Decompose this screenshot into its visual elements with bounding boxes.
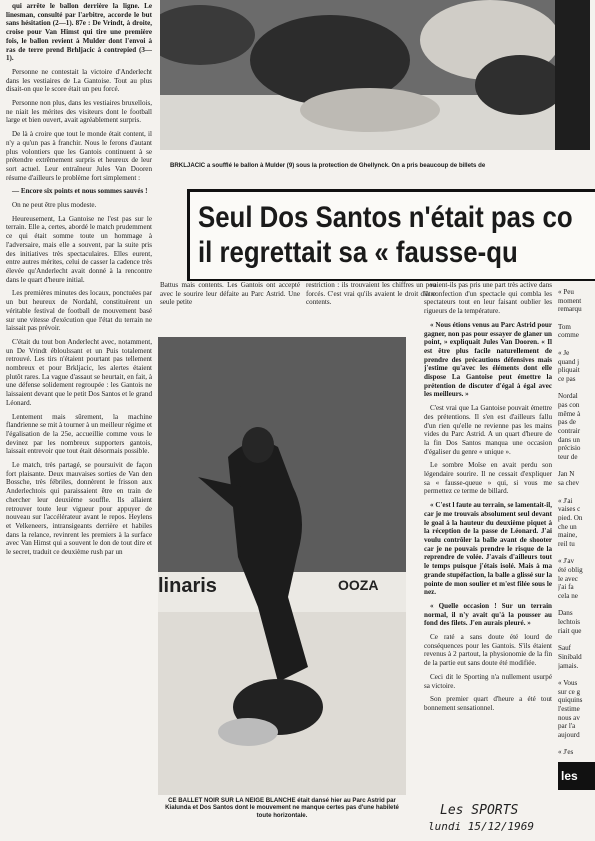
- far-right-line: Sinibald: [558, 652, 582, 661]
- far-right-line: vaises c: [558, 505, 581, 514]
- far-right-line: même à: [558, 409, 581, 418]
- far-right-line: Tom: [558, 322, 571, 331]
- far-right-line: « J'es: [558, 748, 574, 757]
- paragraph: vaient-ils pas pris une part très active dans la confection d'un spectacle qui combla les spectateurs tout en leur faisant oublier les rigueurs de la température.: [424, 281, 552, 316]
- far-right-line: pas de: [558, 418, 576, 427]
- far-right-line: comme: [558, 331, 579, 340]
- far-right-line: nous av: [558, 713, 580, 722]
- far-right-line: j'ai fa: [558, 583, 574, 592]
- headline-line-1: Seul Dos Santos n'était pas co: [198, 201, 573, 234]
- far-right-line: Nordal: [558, 392, 578, 401]
- far-right-line: [558, 462, 595, 471]
- far-right-line: ce pas: [558, 374, 576, 383]
- far-right-line: quiquins: [558, 696, 583, 705]
- far-right-line: pied. On: [558, 513, 583, 522]
- paragraph: Les premières minutes des locaux, ponctuées par un but heureux de Nordahl, constituèrent un véritable festival de football de mouvement basé sur une vitesse d'exécution que l'état du terrain ne laissait pas prévoir.: [6, 289, 152, 333]
- far-right-line: [558, 670, 595, 679]
- paragraph: Ceci dit le Sporting n'a nullement usurpé sa victoire.: [424, 672, 552, 690]
- far-right-line: « Peu: [558, 288, 574, 296]
- far-right-line: Jan N: [558, 470, 575, 479]
- handwritten-note-line-2: lundi 15/12/1969: [428, 820, 534, 833]
- far-right-line: remarqu: [558, 305, 582, 314]
- far-right-line: « J'ai: [558, 496, 573, 505]
- far-right-line: été oblig: [558, 566, 583, 574]
- paragraph: qui arrête le ballon derrière la ligne. Le linesman, consulté par l'arbitre, accorde le but sans hésitation (2—1). 87e : De Vrindt, à droite, croise pour Van Himst qui tire une première fois, le ballon revient à Mulder dont l'envoi à ras de terre prend Brhljacic à contrepied (3—1).: [6, 2, 152, 63]
- paragraph: « Quelle occasion ! Sur un terrain normal, il n'y avait qu'à la pousser au fond des filets. J'en aurais pleuré. »: [424, 601, 552, 628]
- far-right-line: che un: [558, 522, 577, 531]
- far-right-line: Dans: [558, 609, 573, 618]
- paragraph: Son premier quart d'heure a été tout bonnement sensationnel.: [424, 695, 552, 712]
- paragraph: C'est vrai que La Gantoise pouvait émettre des prétentions. Il s'en est d'ailleurs fallu d'un rien qu'elle ne revienne pas les mains vides du Parc Astrid. A un quart d'heure de la fin Dos Santos manqua une occasion d'égaliser du genre « unique ».: [424, 404, 552, 456]
- far-right-line: [558, 314, 595, 323]
- paragraph: De là à croire que tout le monde était content, il n'y a qu'un pas à franchir. Nous le ferons d'autant plus volontiers que les Gantois continuent à se prétendre extrêmement surpris et heureux de leur sort actuel. Leur entraîneur Jules Van Dooren résume d'ailleurs le problème fort simplement :: [6, 130, 152, 182]
- headline-line-2: il regrettait sa « fausse-qu: [198, 236, 518, 269]
- headline-banner: [187, 189, 595, 281]
- far-right-line: le avec: [558, 574, 578, 583]
- far-right-line: lechtois: [558, 618, 581, 627]
- far-right-line: pas con: [558, 400, 580, 409]
- far-right-line: [558, 488, 595, 497]
- paragraph: Personne ne contestait la victoire d'Anderlecht dans les vestiaires de La Gantoise. Tout au plus disait-on que le score était un peu forcé.: [6, 67, 152, 94]
- left-column-text: [6, 2, 152, 837]
- far-right-line: teur de: [558, 453, 578, 462]
- far-right-line: [558, 340, 595, 349]
- far-right-line: quand j: [558, 357, 580, 366]
- far-right-line: « Je: [558, 348, 570, 357]
- far-right-line: maine,: [558, 531, 578, 540]
- far-right-line: [558, 740, 595, 749]
- paragraph: C'était du tout bon Anderlecht avec, notamment, un De Vrindt ébloulssant et un Puis totalement retrouvé. Les tirs n'étaient pourtant pas tellement nombreux et pour Brkljacic, les alertes étaient plutôt rares. La vague d'assaut se heurtait, en fait, à une défense solidement regroupée : les Gantois ne laissaient devant que le petit Dos Santos et le grand Léonard.: [6, 337, 152, 407]
- handwritten-note-line-1: Les SPORTS: [440, 803, 519, 818]
- paragraph: Le match, très partagé, se poursuivit de façon fort plaisante. Deux mauvaises sorties de Van den Bossche, très fébriles, donnèrent le frisson aux Anderlechtois qui paraissaient être en train de chercher leur deuxième souffle. Ils allaient retrouver toute leur vigueur pour appuyer de nouveau sur l'accélérateur avant le repos. Heylens et Velkeneers, intransigeants derrière et habiles dans la relance, revinrent les premiers à la surface avec Van Himst qui a souvent le don de tout dire et le secret, traduit ce deuxième rush par un: [6, 461, 152, 557]
- paragraph: Le sombre Moïse en avait perdu son légendaire sourire. Il ne cessait d'expliquer sa « fausse-queue » qui, si vous me permettez ce terme de billard.: [424, 461, 552, 496]
- far-right-line: cela ne: [558, 592, 578, 601]
- paragraph: Heureusement, La Gantoise ne l'est pas sur le terrain. Elle a, certes, abordé le match prudemment ce qui était somme toute un hommage à l'adversaire, mais elle a souvent, par la suite pris des initiatives très spectaculaires. Elles eurent, entre autres mérites, celui de casser la cadence très élevée qu'Anderlecht avait donné à la rencontre dans le quart d'heure initial.: [6, 214, 152, 284]
- intro-col-2: restriction : ils trouvaient les chiffres un peu forcés. C'est vrai qu'ils avaient le droit d'être contents.: [306, 281, 436, 307]
- far-right-line: moment: [558, 296, 582, 305]
- far-right-line: dans un: [558, 435, 580, 444]
- main-photo: [158, 337, 406, 795]
- top-photo-caption: BRKLJACIC a soufflé le ballon à Mulder (9) sous la protection de Ghellynck. On a pris beaucoup de billets de: [170, 162, 486, 169]
- far-right-line: [558, 384, 595, 393]
- paragraph: Ce raté a sans doute été lourd de conséquences pour les Gantois. S'ils étaient revenus à 2 partout, la physionomie de la fin de la partie eut sans doute été modifiée.: [424, 633, 552, 668]
- far-right-box: [558, 762, 595, 790]
- ad-board-text: linaris: [158, 575, 217, 597]
- paragraph: « Nous étions venus au Parc Astrid pour gagner, non pas pour essayer de glaner un point, » expliquait Jules Van Dooren. « Il est être plus facile naturellement de prendre des précautions défensives mais j'estime qu'avec les éléments dont elle dispose La Gantoise peut émettre la prétention de discuter d'égal à égal avec les meilleurs. »: [424, 320, 552, 399]
- far-right-line: l'estime: [558, 705, 580, 713]
- far-right-line: sa chev: [558, 479, 580, 488]
- far-right-line: Sauf: [558, 644, 572, 653]
- far-right-line: aujourd: [558, 731, 580, 740]
- far-right-line: « J'av: [558, 557, 575, 566]
- far-right-line: reil tu: [558, 539, 575, 548]
- far-right-line: [558, 601, 595, 610]
- far-right-line: sur ce g: [558, 687, 581, 696]
- right-column-text: [424, 281, 552, 801]
- far-right-line: [558, 636, 595, 645]
- paragraph: On ne peut être plus modeste.: [12, 201, 97, 210]
- far-right-box-text: les: [561, 769, 578, 783]
- top-photo: [160, 0, 590, 150]
- intro-col-1: Battus mais contents. Les Gantois ont accepté avec le sourire leur défaite au Parc Astrid. Une seule petite: [160, 281, 300, 307]
- far-right-line: par l'a: [558, 722, 576, 731]
- far-right-line: [558, 757, 595, 758]
- far-right-column: [558, 288, 595, 758]
- paragraph: « C'est l faute au terrain, se lamentait-il, car je me trouvais absolument seul devant le goal à la hauteur du deuxième piquet à la réception de la passe de Léonard. J'ai voulu contrôler la balle avant de shooter car je ne pouvais prendre le risque de la reprendre de volée. J'avais d'ailleurs tout le temps puisque j'étais isolé. Mais à ma grande stupéfaction, la balle a glissé sur la pointe de mon soulier et m'est filée sous le nez.: [424, 501, 552, 597]
- paragraph: Lentement mais sûrement, la machine flandrienne se mit à tourner à un meilleur régime et l'égalisation de la 25e, accueillie comme vous le devinez par les nombreux supporters gantois, laissait entrevoir que tout était désormais possible.: [6, 412, 152, 456]
- far-right-line: contrair: [558, 427, 581, 435]
- far-right-line: [558, 549, 595, 558]
- paragraph: Personne non plus, dans les vestiaires bruxellois, ne niait les mérites des visiteurs dont le football large et bien ouvert, avait agréablement surpris.: [6, 99, 152, 125]
- far-right-line: pliquait: [558, 366, 580, 375]
- far-right-line: riait que: [558, 626, 582, 635]
- main-photo-caption: CE BALLET NOIR SUR LA NEIGE BLANCHE était dansé hier au Parc Astrid par Kialunda et Dos Santos dont le mouvement ne manque certes pas d'une habileté toute horizontale.: [165, 797, 399, 819]
- far-right-line: « Vous: [558, 678, 578, 687]
- far-right-line: précisio: [558, 444, 581, 453]
- paragraph: — Encore six points et nous sommes sauvés !: [12, 187, 148, 196]
- far-right-line: jamais.: [558, 661, 579, 670]
- ad-board-text-2: OOZA: [338, 577, 379, 593]
